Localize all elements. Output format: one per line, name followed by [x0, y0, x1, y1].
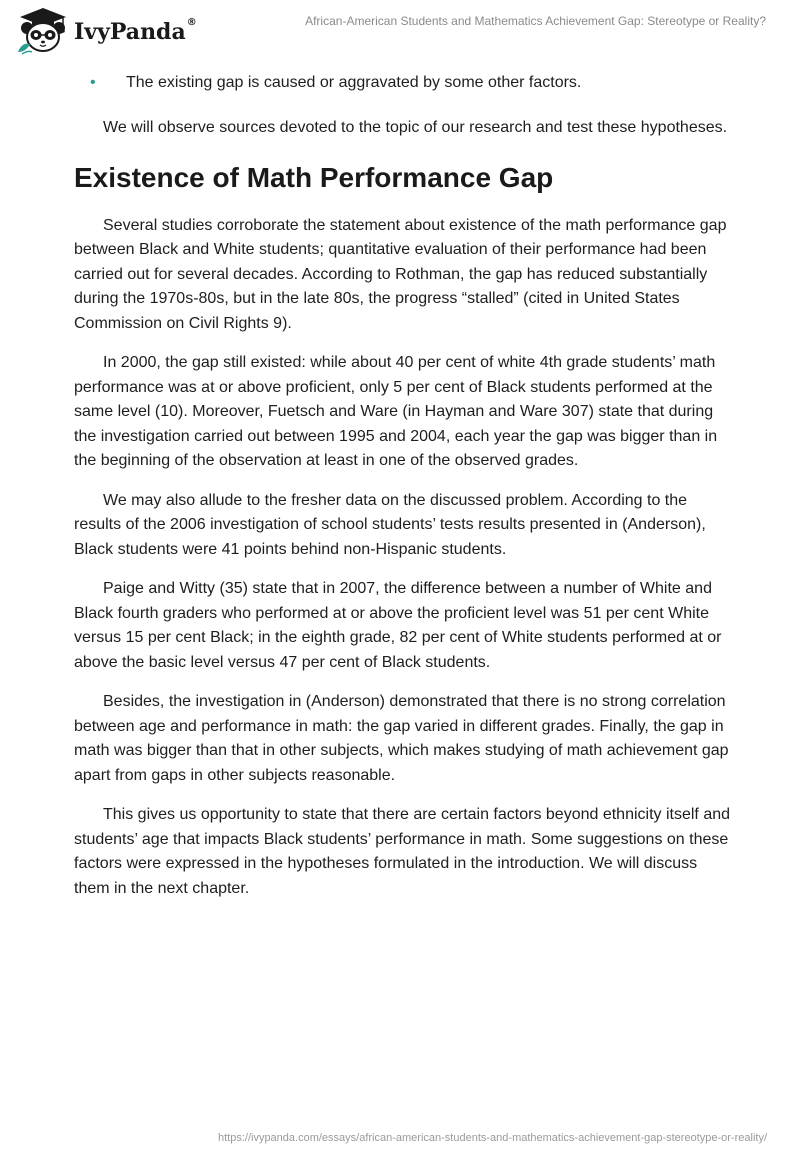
paragraph-2: In 2000, the gap still existed: while about 40 per cent of white 4th grade students’ math performance was at or above proficient, only 5 per cent of Black students performed at the same level (10). Moreover, Fuetsch and Ware (in Hayman and Ware 307) state that during the investigation carried out between 1995 and 2004, each year the gap was bigger than in the beginning of the observation at least in one of the observed grades.: [74, 354, 718, 469]
source-url-link[interactable]: https://ivypanda.com/essays/african-american-students-and-mathematics-achievement-gap-stereotype-or-reality/: [217, 1132, 767, 1144]
paragraph-4: Paige and Witty (35) state that in 2007, the difference between a number of White and Black fourth graders who performed at or above the proficient level was 51 per cent White versus 15 per cent Black; in the eighth grade, 82 per cent of White students performed at or above the basic level versus 47 per cent of Black students.: [74, 580, 722, 671]
document-title: African-American Students and Mathematics Achievement Gap: Stereotype or Reality?: [305, 14, 766, 28]
paragraph-5: Besides, the investigation in (Anderson) demonstrated that there is no strong correlation between age and performance in math: the gap varied in different grades. Finally, the gap in math was bigger than that in other subjects, which makes studying of math achievement gap apart from gaps in other subjects reasonable.: [74, 693, 729, 784]
page-header: [0, 0, 800, 60]
logo-text: IvyPanda: [74, 19, 186, 45]
section-heading: Existence of Math Performance Gap: [74, 161, 554, 193]
intro-paragraph: We will observe sources devoted to the topic of our research and test these hypotheses.: [103, 119, 728, 136]
paragraph-6: This gives us opportunity to state that there are certain factors beyond ethnicity itself and students’ age that impacts Black students’ performance in math. Some suggestions on these factors were expressed in the hypotheses formulated in the introduction. We will discuss them in the next chapter.: [74, 806, 731, 897]
bullet-dot-icon: •: [90, 74, 96, 91]
bullet-list-item: [74, 70, 730, 96]
bullet-text: The existing gap is caused or aggravated by some other factors.: [126, 74, 582, 91]
ivypanda-logo[interactable]: [14, 6, 197, 56]
panda-graduate-icon: [14, 6, 72, 56]
essay-content: [74, 70, 730, 901]
logo-registered-mark: ®: [186, 16, 197, 28]
paragraph-3: We may also allude to the fresher data on the discussed problem. According to the results of the 2006 investigation of school students’ tests results presented in (Anderson), Black students were 41 points behind non-Hispanic students.: [74, 491, 706, 558]
paragraph-1: Several studies corroborate the statement about existence of the math performance gap between Black and White students; quantitative evaluation of their performance had been carried out for several decades. According to Rothman, the gap has reduced substantially during the 1970s-80s, but in the late 80s, the progress “stalled” (cited in United States Commission on Civil Rights 9).: [74, 216, 727, 332]
